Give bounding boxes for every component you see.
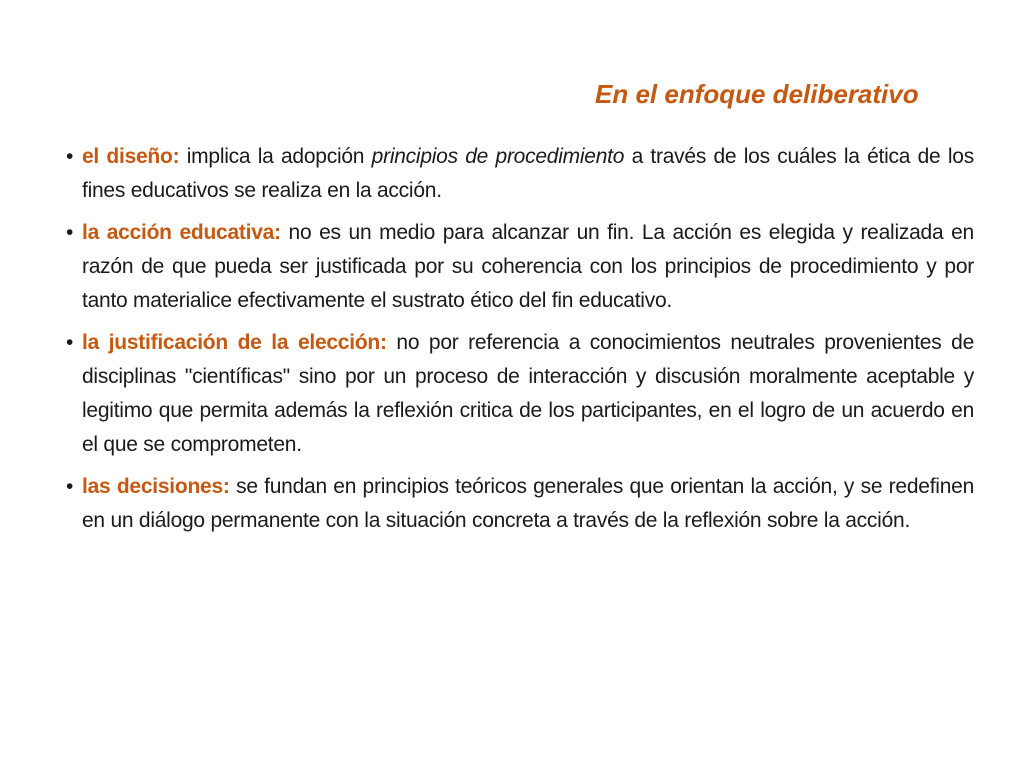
bullet-term: el diseño: [82,145,180,168]
bullet-text: a través de los cuáles la ética de los fines educativos se realiza en la acción. [82,145,974,202]
bullet-list [66,140,974,546]
bullet-item-justificacion [66,326,974,462]
bullet-text: se fundan en principios teóricos generales que orientan la acción, y se redefinen en un diálogo permanente con la situación concreta a través de la reflexión sobre la acción. [82,475,974,532]
bullet-text: no por referencia a conocimientos neutrales provenientes de disciplinas "científicas" sino por un proceso de interacción y discusión moralmente aceptable y legitimo que permita además la reflexión critica de los participantes, en el logro de un acuerdo en el que se comprometen. [82,331,974,456]
bullet-item-decisiones [66,470,974,538]
bullet-text-italic: principios de procedimiento [371,145,625,168]
bullet-icon: • [66,331,74,354]
slide-title: En el enfoque deliberativo [595,79,919,109]
bullet-text: no es un medio para alcanzar un fin. La acción es elegida y realizada en razón de que pueda ser justificada por su coherencia con los principios de procedimiento y por tanto materialice efectivamente el sustrato ético del fin educativo. [82,221,974,312]
bullet-icon: • [66,221,74,244]
bullet-term: la acción educativa: [82,221,281,244]
bullet-text: implica la adopción [179,145,372,168]
bullet-term: la justificación de la elección: [82,331,387,354]
bullet-item-diseno [66,140,974,208]
bullet-icon: • [66,475,74,498]
bullet-term: las decisiones: [82,475,230,498]
bullet-item-accion-educativa [66,216,974,318]
bullet-icon: • [66,145,74,168]
